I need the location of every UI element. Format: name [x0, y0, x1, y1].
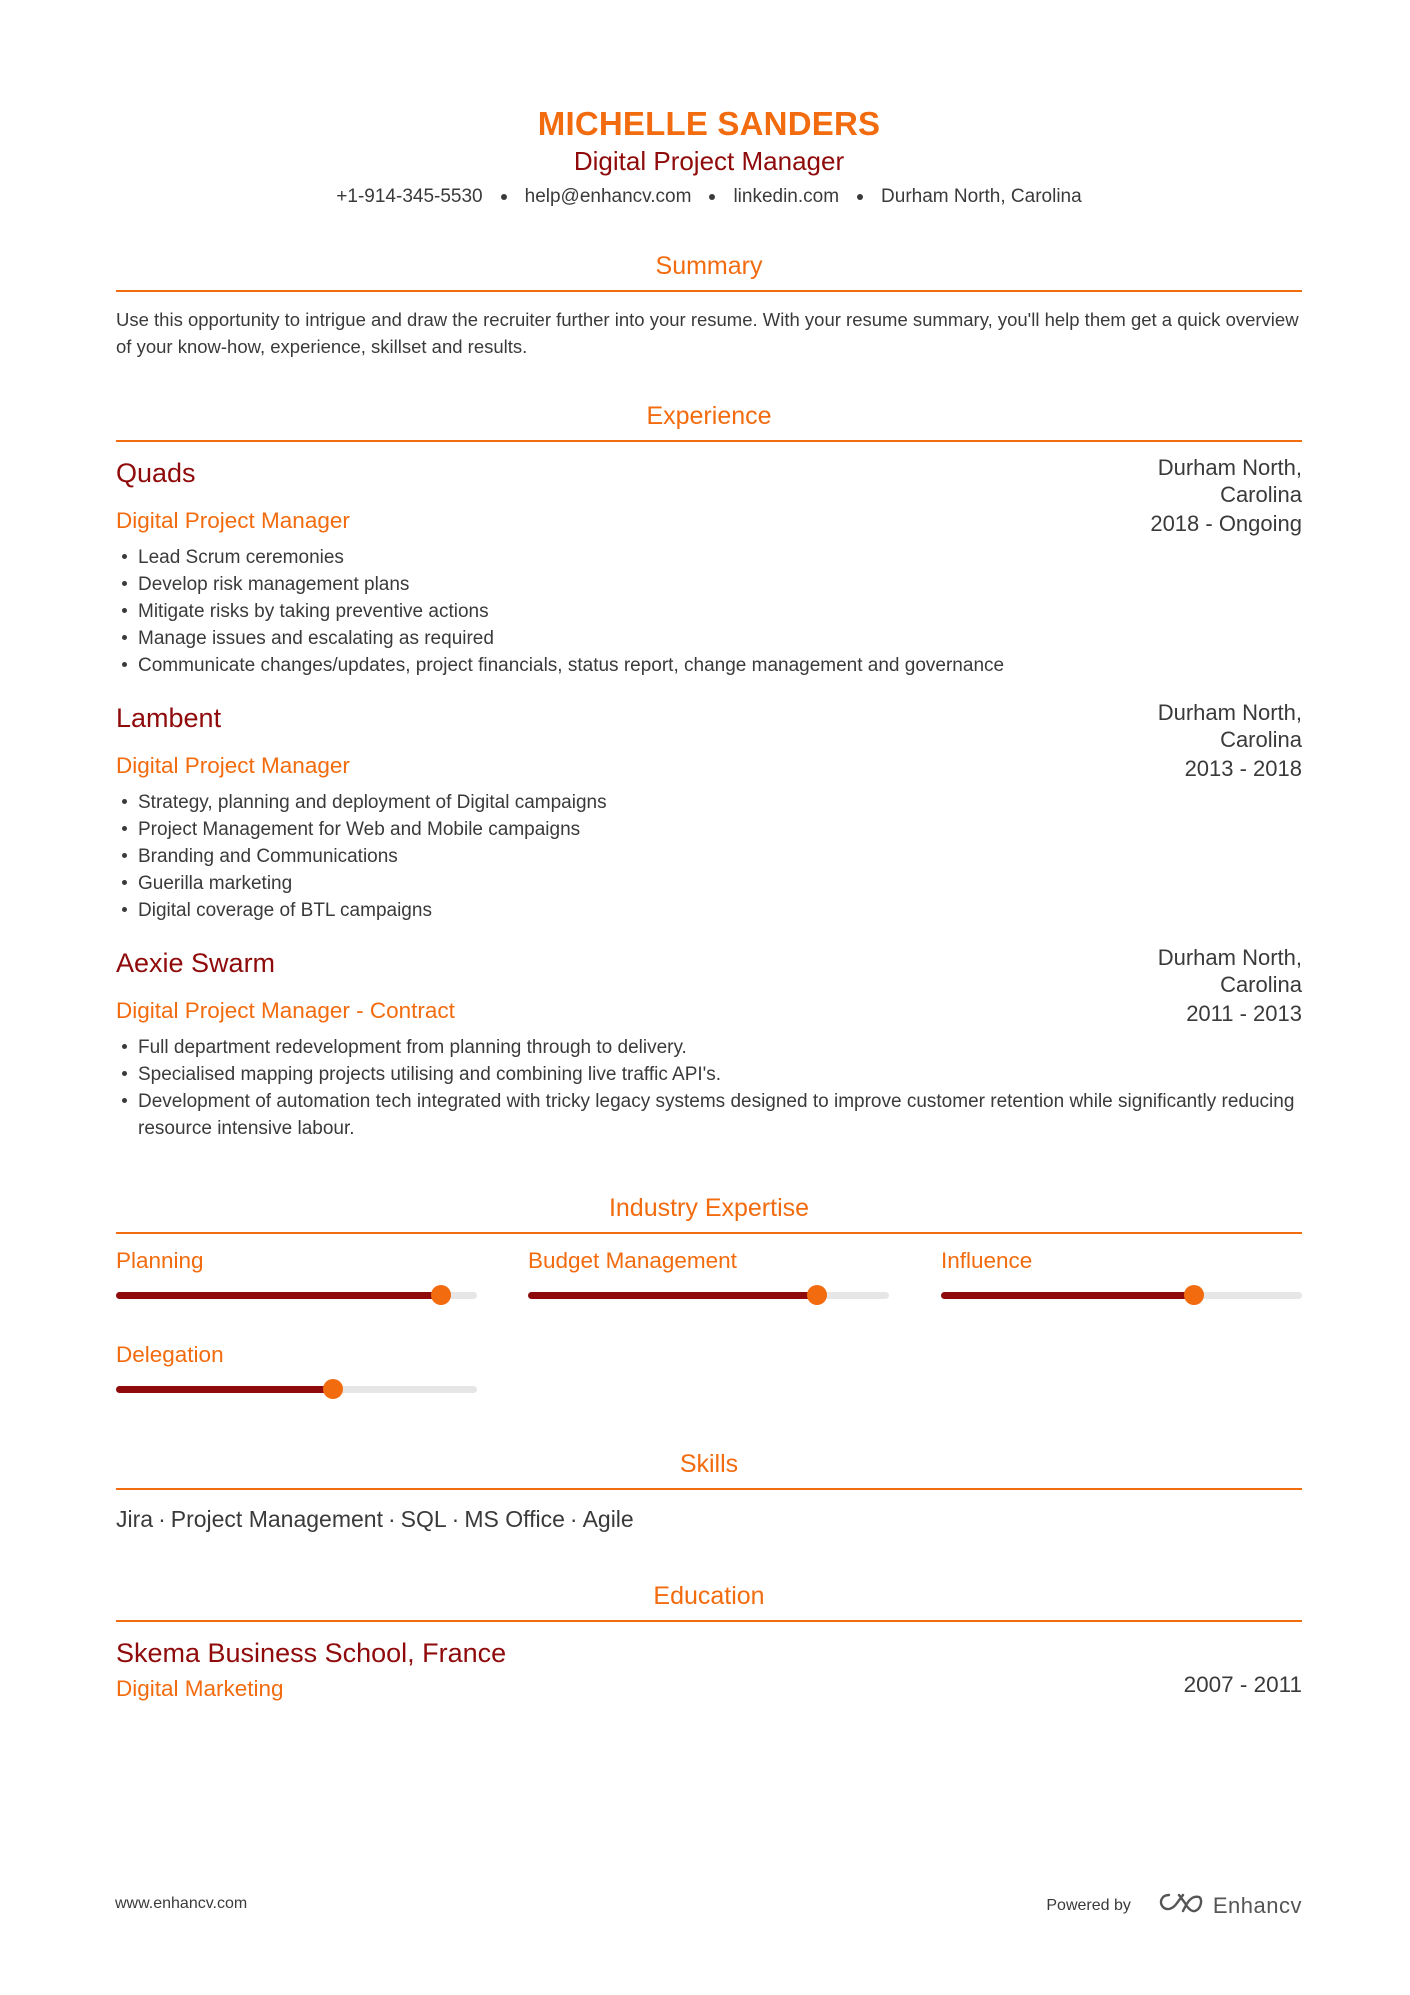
expertise-label: Budget Management: [528, 1248, 737, 1273]
job-location-dates: [1158, 699, 1302, 782]
expertise-bar-fill: [941, 1292, 1194, 1299]
expertise-item: [941, 1246, 1302, 1299]
list-item: Branding and Communications: [116, 843, 1302, 870]
job-dates: 2011 - 2013: [1186, 1001, 1302, 1026]
expertise-bar-knob: [807, 1285, 827, 1305]
powered-by-label: Powered by: [1046, 1896, 1131, 1914]
job-dates: 2013 - 2018: [1184, 756, 1302, 781]
education-entry: [116, 1636, 1302, 1704]
expertise-item: [528, 1246, 889, 1299]
contact-separator: [709, 194, 715, 200]
experience-section: [116, 400, 1302, 1142]
job-location-line2: Carolina: [1220, 972, 1302, 997]
job-role: Digital Project Manager - Contract: [116, 998, 455, 1023]
job-location-line2: Carolina: [1220, 727, 1302, 752]
job-location-dates: [1150, 454, 1302, 537]
job-location-dates: [1158, 944, 1302, 1027]
list-item: Specialised mapping projects utilising and combining live traffic API's.: [116, 1061, 1302, 1088]
school-name: Skema Business School, France: [116, 1638, 507, 1668]
section-title-skills: Skills: [116, 1448, 1302, 1490]
company-name: Lambent: [116, 703, 222, 733]
skill-separator: ·: [158, 1506, 166, 1532]
skill-separator: ·: [387, 1506, 396, 1532]
enhancv-brand: Enhancv: [1212, 1892, 1302, 1918]
resume-page: [116, 0, 1302, 1704]
expertise-bar: [528, 1292, 889, 1299]
expertise-item: [116, 1340, 477, 1393]
section-title-expertise: Industry Expertise: [116, 1192, 1302, 1234]
expertise-bar-knob: [1184, 1285, 1204, 1305]
expertise-bar-fill: [116, 1386, 333, 1393]
expertise-item: [116, 1246, 477, 1299]
job-role: Digital Project Manager: [116, 753, 350, 778]
company-name: Quads: [116, 458, 196, 488]
expertise-label: Planning: [116, 1248, 204, 1273]
skill-separator: ·: [451, 1506, 460, 1532]
contact-location: Durham North, Carolina: [881, 186, 1082, 207]
candidate-title: Digital Project Manager: [573, 146, 845, 176]
job-location-line2: Carolina: [1220, 482, 1302, 507]
list-item: Project Management for Web and Mobile campaigns: [116, 816, 1302, 843]
job-bullets: [116, 544, 1302, 679]
expertise-bar: [116, 1386, 477, 1393]
skill-item: Jira: [116, 1506, 154, 1532]
skills-list: [116, 1504, 1302, 1534]
contact-line: [116, 184, 1302, 210]
expertise-grid: [116, 1246, 1302, 1426]
expertise-bar: [116, 1292, 477, 1299]
expertise-label: Delegation: [116, 1342, 224, 1367]
job-location-line1: Durham North,: [1157, 945, 1302, 970]
expertise-bar-fill: [528, 1292, 817, 1299]
education-section: [116, 1580, 1302, 1704]
job-location-line1: Durham North,: [1157, 700, 1302, 725]
list-item: Mitigate risks by taking preventive actions: [116, 598, 1302, 625]
section-title-education: Education: [116, 1580, 1302, 1622]
list-item: Digital coverage of BTL campaigns: [116, 897, 1302, 924]
expertise-label: Influence: [941, 1248, 1033, 1273]
list-item: Full department redevelopment from planning through to delivery.: [116, 1034, 1302, 1061]
list-item: Guerilla marketing: [116, 870, 1302, 897]
experience-entry: [116, 701, 1302, 924]
skill-item: SQL: [400, 1506, 447, 1532]
contact-separator: [857, 194, 863, 200]
summary-section: [116, 250, 1302, 360]
degree-name: Digital Marketing: [116, 1676, 284, 1701]
skills-section: [116, 1448, 1302, 1534]
skill-item: MS Office: [464, 1506, 565, 1532]
contact-separator: [501, 194, 507, 200]
company-name: Aexie Swarm: [116, 948, 276, 978]
job-dates: 2018 - Ongoing: [1150, 511, 1302, 536]
list-item: Development of automation tech integrated with tricky legacy systems designed to improve customer retention while significantly reducing resource intensive labour.: [116, 1088, 1302, 1142]
skill-separator: ·: [569, 1506, 578, 1532]
job-bullets: [116, 789, 1302, 924]
list-item: Develop risk management plans: [116, 571, 1302, 598]
contact-email[interactable]: help@enhancv.com: [524, 186, 692, 207]
section-title-experience: Experience: [116, 400, 1302, 442]
section-title-summary: Summary: [116, 250, 1302, 292]
expertise-bar-knob: [431, 1285, 451, 1305]
resume-header: [116, 0, 1302, 210]
expertise-bar: [941, 1292, 1302, 1299]
footer-branding: [1046, 1891, 1302, 1920]
experience-entry: [116, 946, 1302, 1142]
enhancv-logo-icon: [1157, 1891, 1203, 1920]
summary-text: Use this opportunity to intrigue and draw the recruiter further into your resume. With your resume summary, you'll help them get a quick overview of your know-how, experience, skillset and results.: [116, 309, 1299, 357]
contact-phone[interactable]: +1-914-345-5530: [336, 186, 483, 207]
list-item: Lead Scrum ceremonies: [116, 544, 1302, 571]
expertise-bar-fill: [116, 1292, 441, 1299]
candidate-name: MICHELLE SANDERS: [537, 105, 881, 142]
job-bullets: [116, 1034, 1302, 1142]
list-item: Communicate changes/updates, project financials, status report, change management and governance: [116, 652, 1302, 679]
expertise-bar-knob: [323, 1379, 343, 1399]
job-location-line1: Durham North,: [1157, 455, 1302, 480]
experience-entry: [116, 456, 1302, 679]
list-item: Manage issues and escalating as required: [116, 625, 1302, 652]
skill-item: Project Management: [170, 1506, 383, 1532]
contact-linkedin[interactable]: linkedin.com: [733, 186, 840, 207]
list-item: Strategy, planning and deployment of Digital campaigns: [116, 789, 1302, 816]
job-role: Digital Project Manager: [116, 508, 350, 533]
footer-website[interactable]: www.enhancv.com: [115, 1895, 248, 1912]
expertise-section: [116, 1192, 1302, 1426]
education-dates: 2007 - 2011: [1183, 1672, 1302, 1697]
skill-item: Agile: [582, 1506, 634, 1532]
